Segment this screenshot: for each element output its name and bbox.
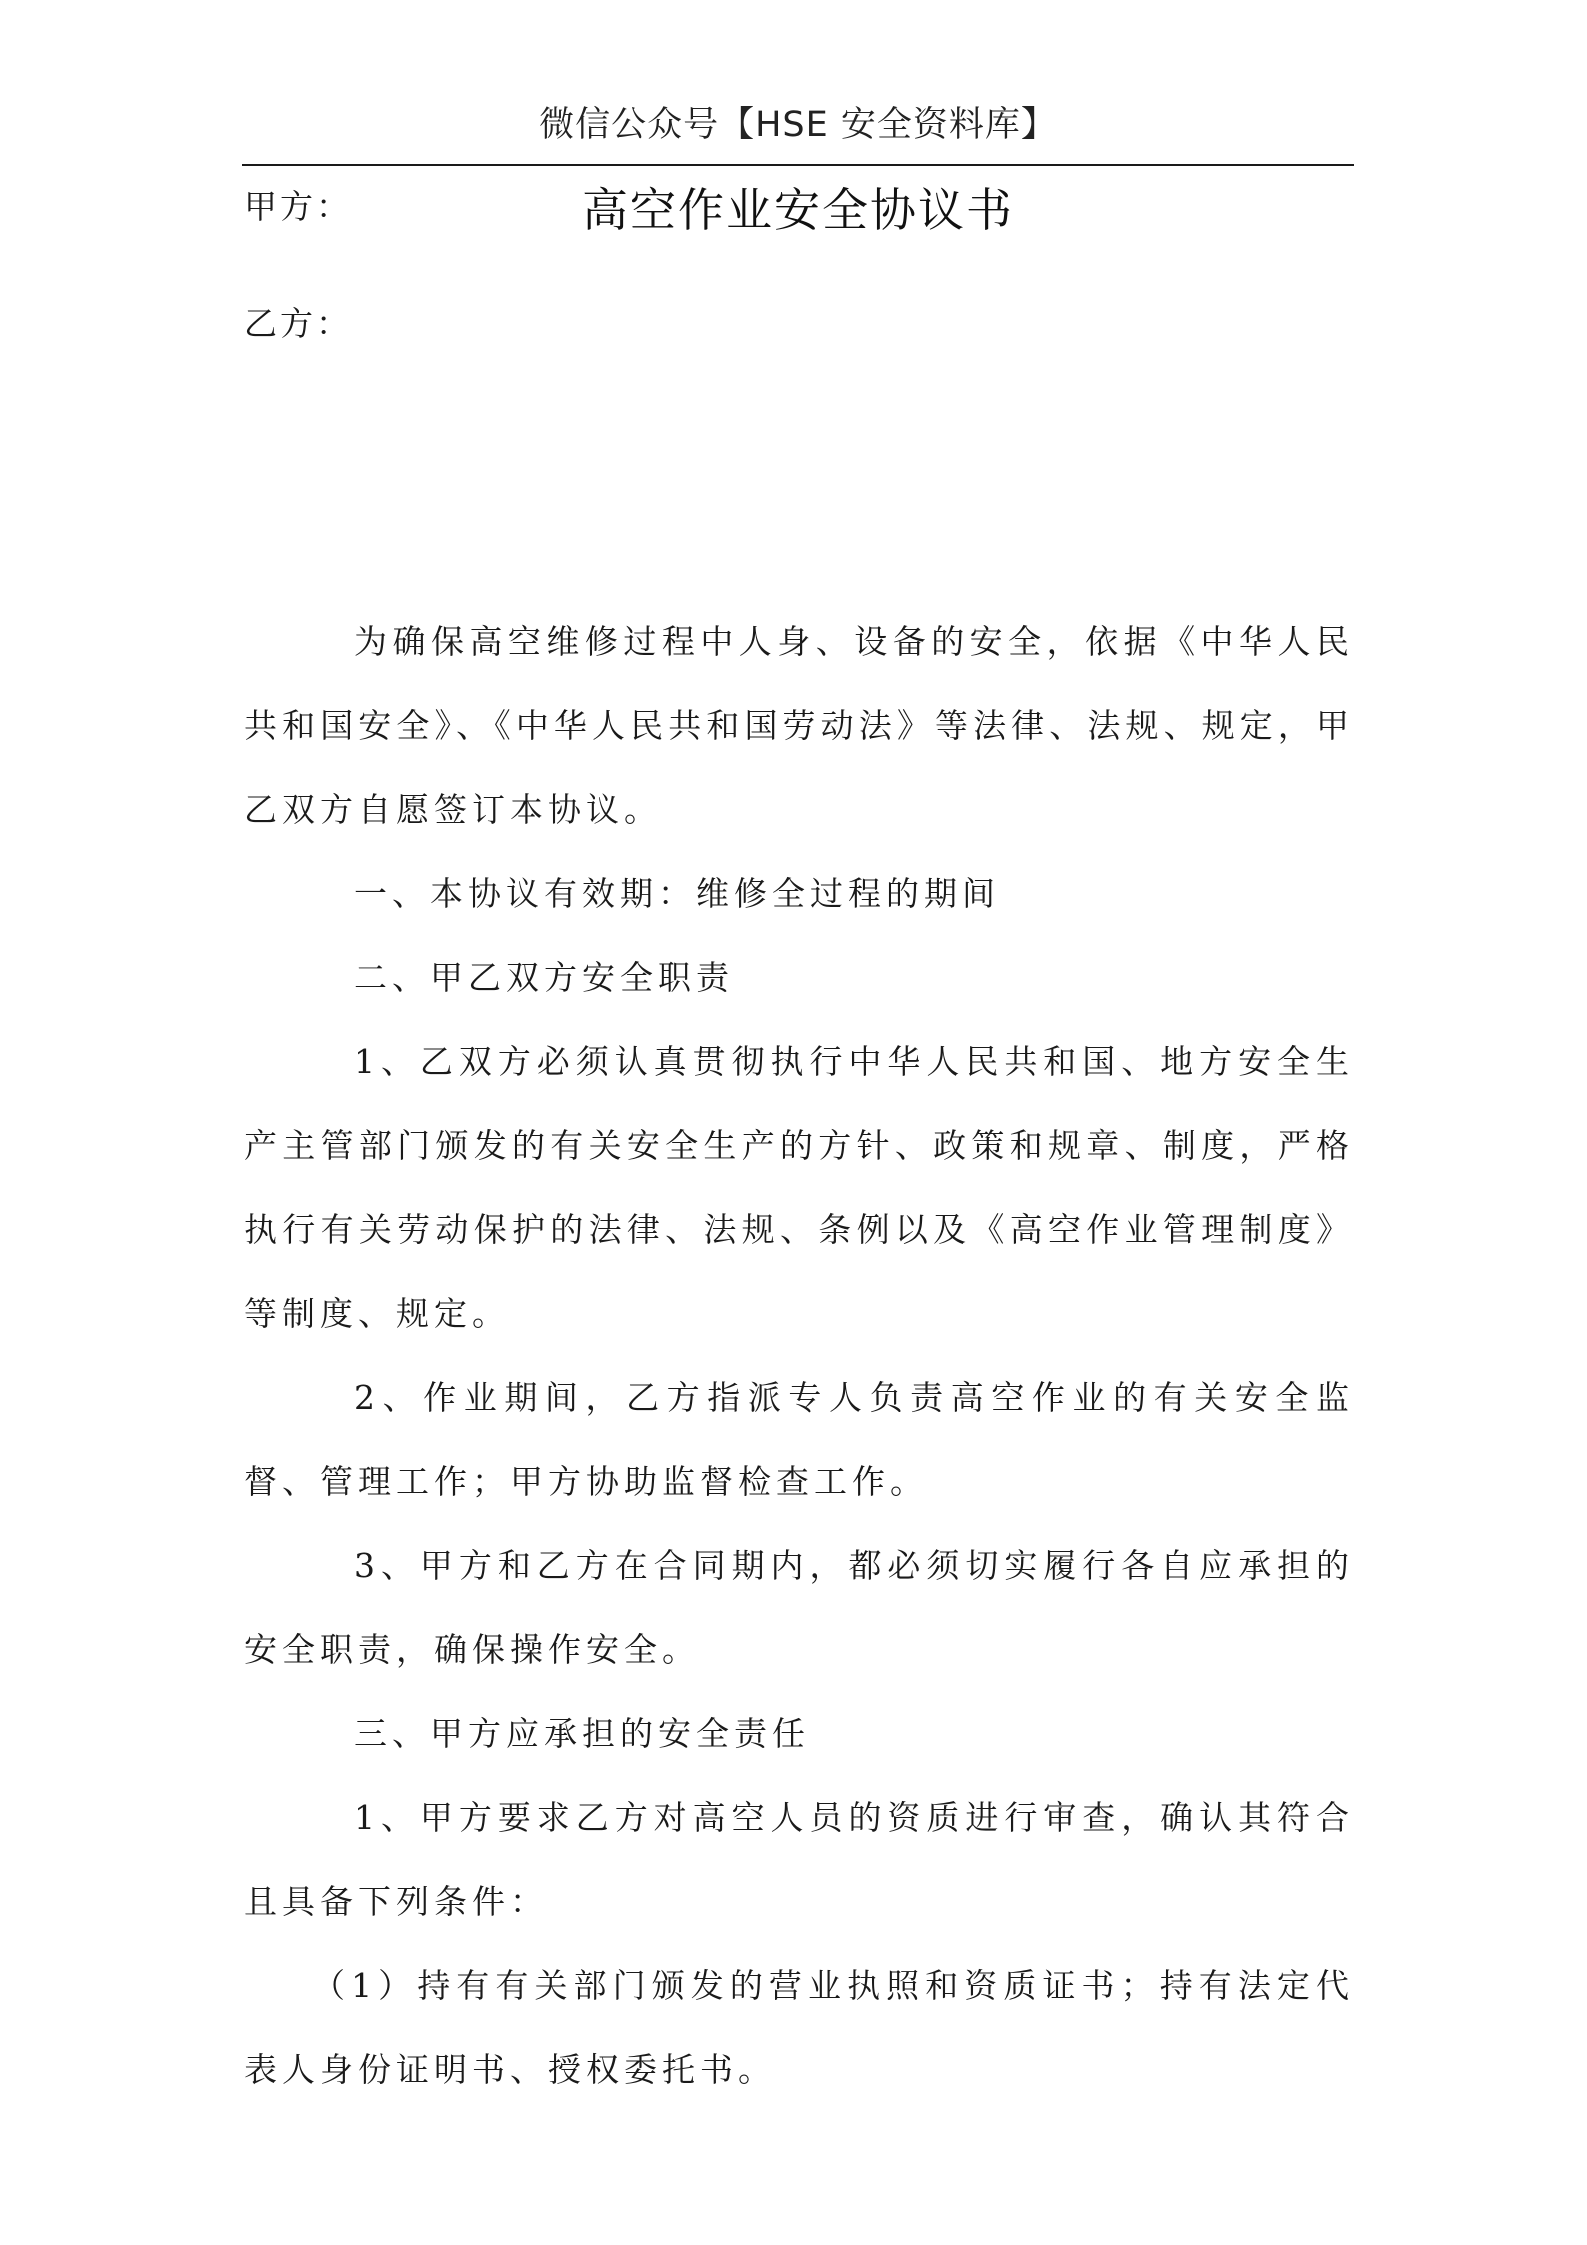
section-3-heading: 三、甲方应承担的安全责任 — [354, 1714, 810, 1753]
section-3-item-1: 1、甲方要求乙方对高空人员的资质进行审查，确认其符合且具备下列条件： — [244, 1798, 1354, 1921]
section-2-item-3: 3、甲方和乙方在合同期内，都必须切实履行各自应承担的安全职责，确保操作安全。 — [244, 1546, 1354, 1669]
section-2-heading: 二、甲乙双方安全职责 — [354, 958, 734, 997]
intro-paragraph: 为确保高空维修过程中人身、设备的安全，依据《中华人民共和国安全》、《中华人民共和国劳动法》等法律、法规、规定，甲乙双方自愿签订本协议。 — [244, 622, 1354, 829]
party-a-label: 甲方： — [244, 187, 352, 226]
section-3-item-1-sub-1: （1）持有有关部门颁发的营业执照和资质证书；持有法定代表人身份证明书、授权委托书。 — [244, 1966, 1354, 2089]
page-header: 微信公众号【HSE 安全资料库】 — [539, 105, 1057, 145]
section-1-validity: 一、本协议有效期：维修全过程的期间 — [354, 874, 1000, 913]
header-divider — [242, 164, 1354, 166]
section-2-item-1: 1、乙双方必须认真贯彻执行中华人民共和国、地方安全生产主管部门颁发的有关安全生产的方针、政策和规章、制度，严格执行有关劳动保护的法律、法规、条例以及《高空作业管理制度》等制度、规定。 — [244, 1042, 1354, 1333]
document-title: 高空作业安全协议书 — [582, 183, 1014, 237]
agreement-body — [244, 600, 1354, 2112]
section-2-item-2: 2、作业期间，乙方指派专人负责高空作业的有关安全监督、管理工作；甲方协助监督检查工作。 — [244, 1378, 1354, 1501]
party-b-label: 乙方： — [244, 304, 352, 343]
